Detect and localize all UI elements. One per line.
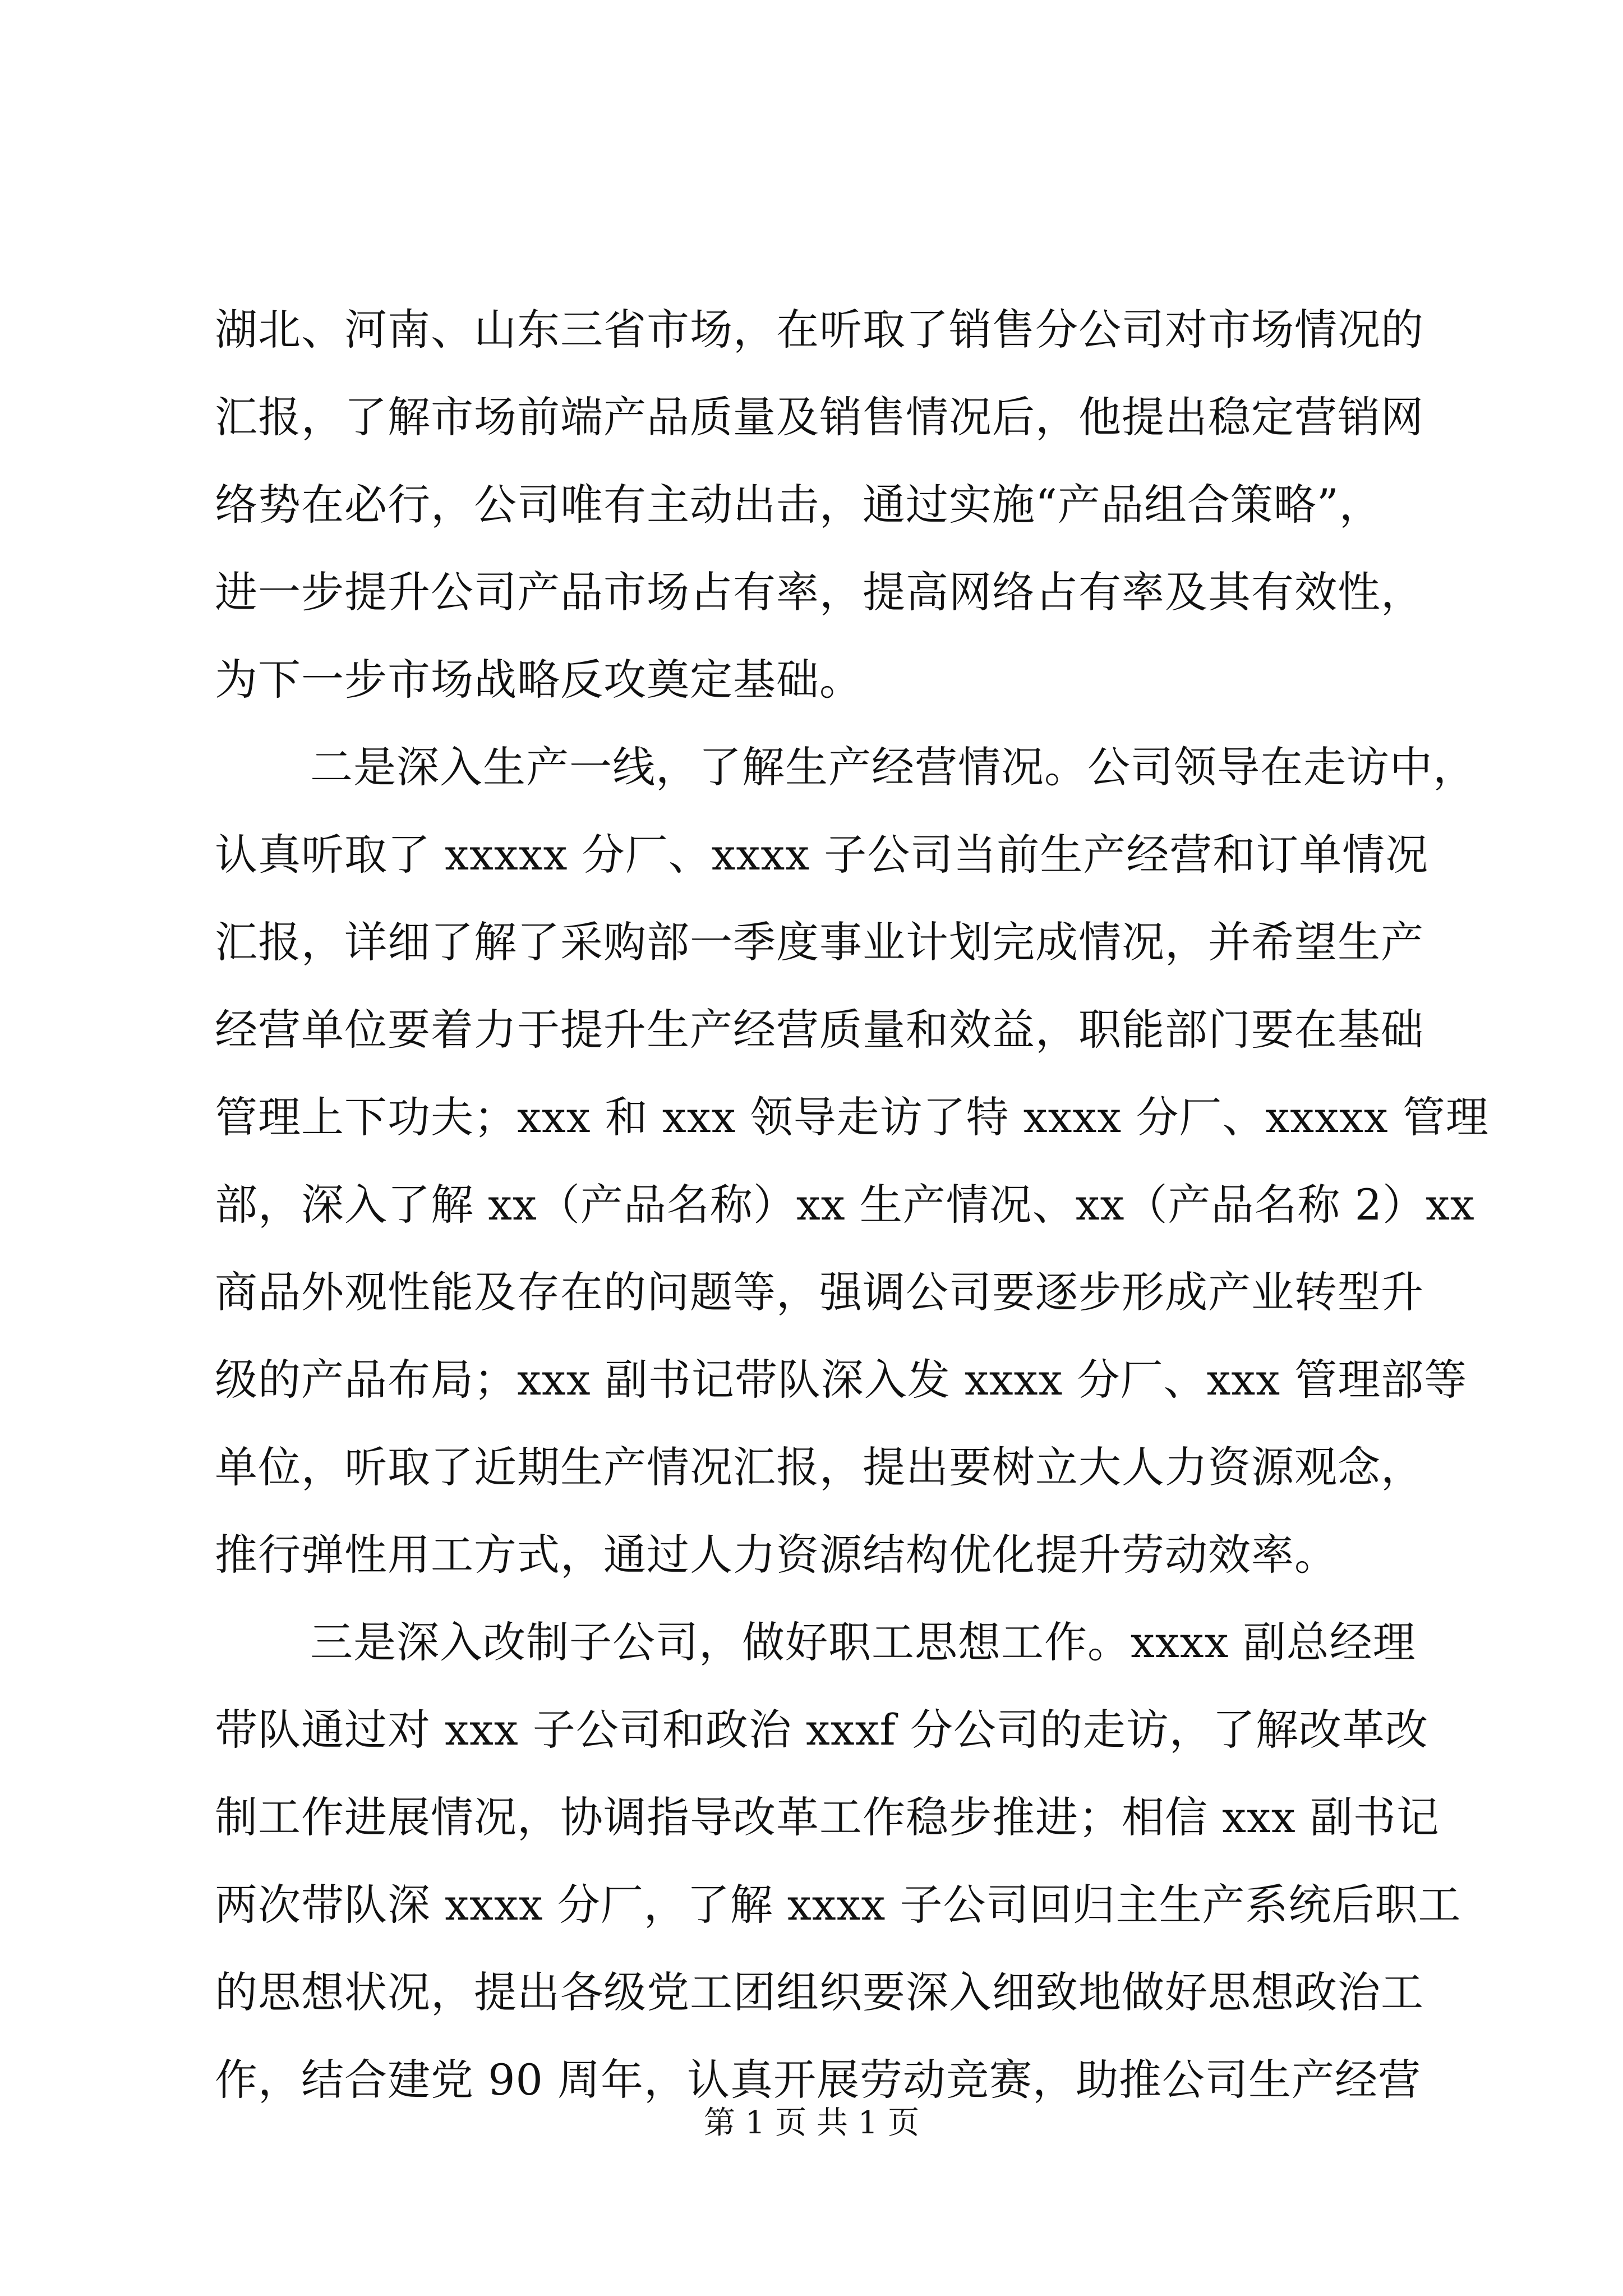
document-body [215, 286, 1489, 2124]
text-line: 管理上下功夫；xxx 和 xxx 领导走访了特 xxxx 分厂、xxxxx 管理 [215, 1092, 1489, 1142]
text-line: 湖北、河南、山东三省市场，在听取了销售分公司对市场情况的 [215, 305, 1424, 355]
text-line: 单位，听取了近期生产情况汇报，提出要树立大人力资源观念， [215, 1442, 1424, 1492]
text-line: 汇报，详细了解了采购部一季度事业计划完成情况，并希望生产 [215, 917, 1424, 967]
text-line: 络势在必行，公司唯有主动出击，通过实施“产品组合策略”， [215, 480, 1382, 530]
paragraph-start-line: 二是深入生产一线，了解生产经营情况。公司领导在走访中， [310, 742, 1476, 792]
text-line: 部，深入了解 xx（产品名称）xx 生产情况、xx（产品名称 2）xx [215, 1180, 1475, 1230]
text-line: 进一步提升公司产品市场占有率，提高网络占有率及其有效性， [215, 567, 1424, 617]
text-line: 推行弹性用工方式，通过人力资源结构优化提升劳动效率。 [215, 1530, 1338, 1580]
text-line: 商品外观性能及存在的问题等，强调公司要逐步形成产业转型升 [215, 1267, 1424, 1317]
text-line: 汇报，了解市场前端产品质量及销售情况后，他提出稳定营销网 [215, 392, 1424, 442]
page-footer: 第 1 页 共 1 页 [703, 2105, 920, 2141]
text-line: 级的产品布局；xxx 副书记带队深入发 xxxx 分厂、xxx 管理部等 [215, 1355, 1468, 1405]
text-line: 带队通过对 xxx 子公司和政治 xxxf 分公司的走访，了解改革改 [215, 1705, 1428, 1755]
text-line: 经营单位要着力于提升生产经营质量和效益，职能部门要在基础 [215, 1005, 1424, 1055]
text-line: 制工作进展情况，协调指导改革工作稳步推进；相信 xxx 副书记 [215, 1792, 1440, 1842]
text-line: 认真听取了 xxxxx 分厂、xxxx 子公司当前生产经营和订单情况 [215, 830, 1429, 880]
paragraph-start-line: 三是深入改制子公司，做好职工思想工作。xxxx 副总经理 [310, 1617, 1416, 1667]
text-line: 的思想状况，提出各级党工团组织要深入细致地做好思想政治工 [215, 1967, 1424, 2017]
text-line: 两次带队深 xxxx 分厂，了解 xxxx 子公司回归主生产系统后职工 [215, 1880, 1461, 1930]
text-line: 为下一步市场战略反攻奠定基础。 [215, 655, 863, 705]
text-line: 作，结合建党 90 周年，认真开展劳动竞赛，助推公司生产经营 [215, 2055, 1422, 2105]
